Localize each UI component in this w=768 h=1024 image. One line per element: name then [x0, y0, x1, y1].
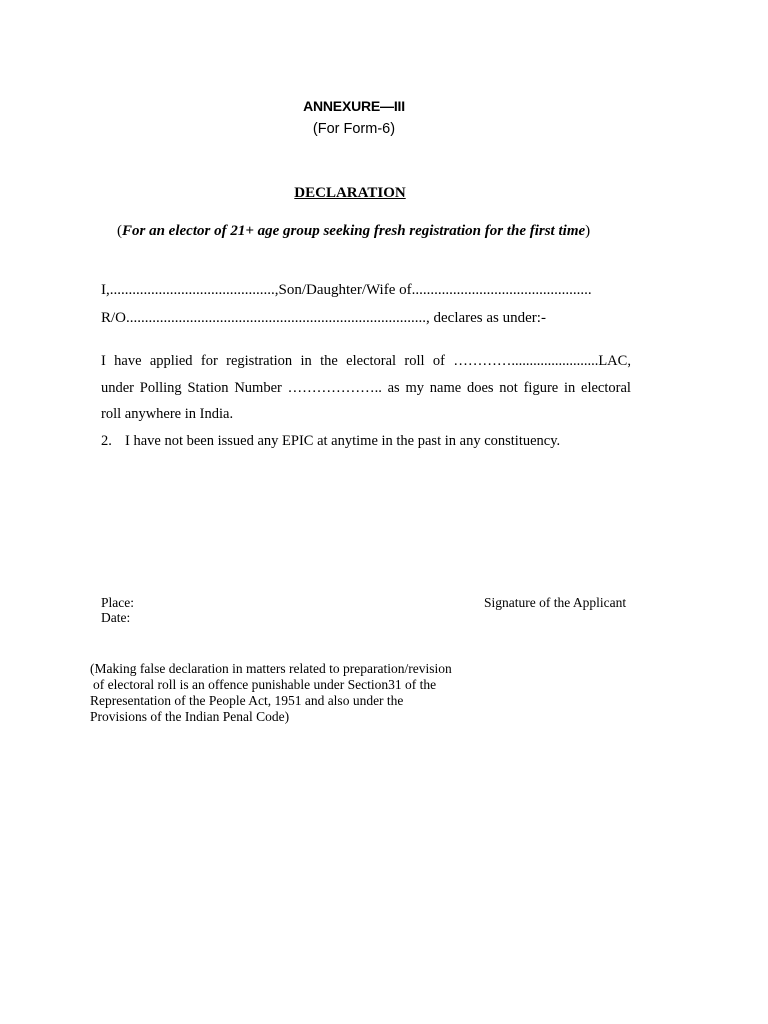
- applicant-name-line: I,............................................,Son/Daughter/Wife of................................................: [101, 282, 592, 298]
- paragraph-word: in: [563, 380, 576, 396]
- form-reference: (For Form-6): [312, 121, 396, 137]
- paragraph-1-line-1: [101, 353, 631, 370]
- paragraph-2-text: I have not been issued any EPIC at anytime in the past in any constituency.: [125, 433, 561, 449]
- paragraph-word: not: [499, 380, 518, 396]
- paragraph-word: Number: [234, 380, 282, 396]
- paragraph-word: …………........................LAC,: [453, 353, 631, 369]
- paragraph-1-line-2: [101, 380, 631, 397]
- paragraph-word: for: [200, 353, 218, 369]
- date-label: Date:: [101, 610, 131, 625]
- paragraph-word: under: [101, 380, 135, 396]
- subtitle-close-paren: ): [585, 223, 591, 239]
- subtitle-open-paren: (: [117, 223, 122, 239]
- paragraph-word: roll: [404, 353, 425, 369]
- paragraph-1-line-3: roll anywhere in India.: [101, 406, 234, 422]
- residence-line: R/O................................................................................, declares as under:-: [101, 310, 546, 326]
- paragraph-word: of: [432, 353, 445, 369]
- paragraph-word: have: [114, 353, 142, 369]
- paragraph-word: in: [300, 353, 312, 369]
- paragraph-word: electoral: [346, 353, 397, 369]
- declaration-subtitle: [117, 223, 590, 240]
- paragraph-word: electoral: [581, 380, 631, 396]
- paragraph-word: applied: [149, 353, 193, 369]
- paragraph-word: registration: [226, 353, 293, 369]
- legal-note-line-2: of electoral roll is an offence punishable under Section31 of the: [93, 677, 437, 692]
- place-label: Place:: [101, 595, 134, 610]
- paragraph-word: ………………..: [287, 380, 382, 396]
- paragraph-word: Polling: [139, 380, 182, 396]
- paragraph-word: my: [405, 380, 424, 396]
- paragraph-word: Station: [187, 380, 229, 396]
- paragraph-2-number: 2.: [101, 433, 112, 449]
- paragraph-word: the: [320, 353, 338, 369]
- paragraph-2: [101, 433, 631, 450]
- paragraph-word: I: [101, 353, 106, 369]
- subtitle-text: For an elector of 21+ age group seeking fresh registration for the first time: [122, 223, 586, 239]
- paragraph-word: does: [466, 380, 494, 396]
- paragraph-word: name: [429, 380, 462, 396]
- signature-label: Signature of the Applicant: [484, 595, 627, 610]
- annexure-title: ANNEXURE—III: [303, 98, 405, 114]
- declaration-heading: DECLARATION: [294, 185, 406, 201]
- legal-note-line-3: Representation of the People Act, 1951 and also under the: [90, 693, 404, 708]
- paragraph-word: as: [387, 380, 400, 396]
- legal-note-line-1: (Making false declaration in matters related to preparation/revision: [90, 661, 452, 676]
- paragraph-word: figure: [523, 380, 559, 396]
- legal-note-line-4: Provisions of the Indian Penal Code): [90, 709, 290, 724]
